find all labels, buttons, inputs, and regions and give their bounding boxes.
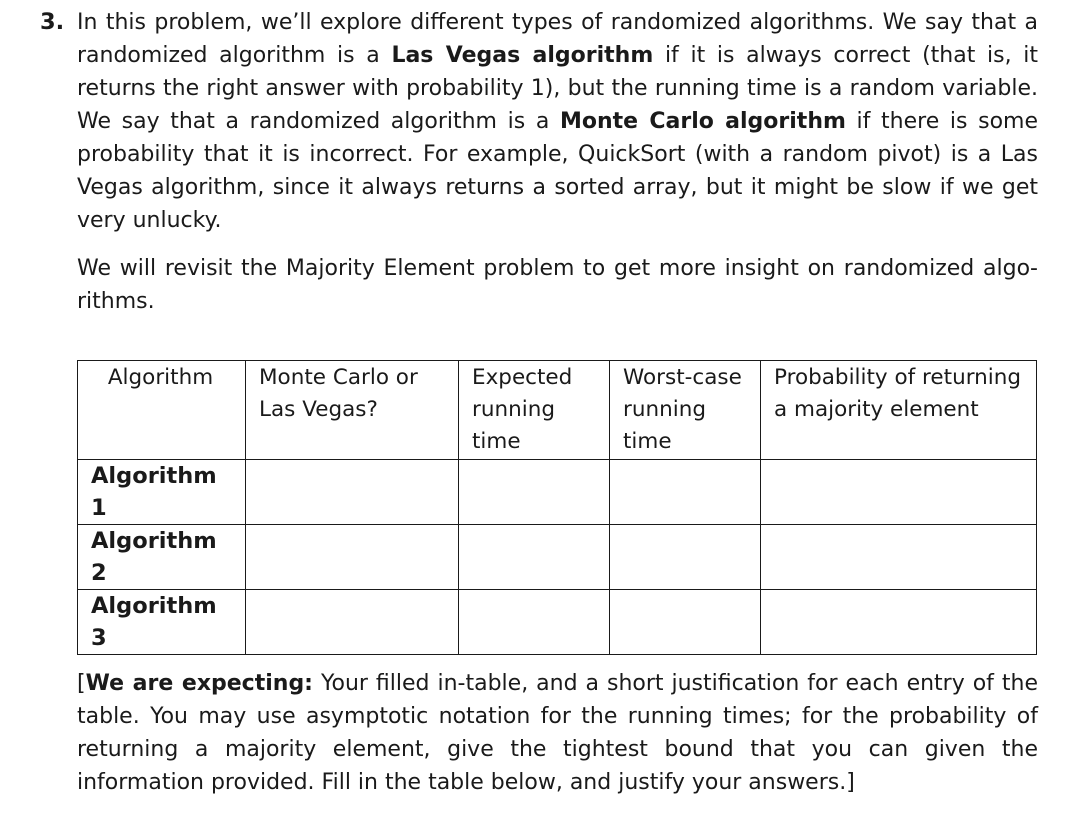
table-row (78, 460, 1037, 525)
table-cell (459, 460, 610, 525)
row-label-algorithm-3: Algorithm 3 (78, 590, 246, 655)
header-monte-carlo-or-las-vegas: Monte Carlo or Las Vegas? (246, 361, 459, 460)
algorithm-table-wrapper (77, 360, 1038, 655)
header-expected-running-time: Expected running time (459, 361, 610, 460)
monte-carlo-term: Monte Carlo algorithm (559, 109, 846, 134)
header-probability: Probability of returning a majority element (761, 361, 1037, 460)
table-row (78, 525, 1037, 590)
row-label-algorithm-1: Algorithm 1 (78, 460, 246, 525)
bracket-close: ] (846, 770, 855, 795)
header-algorithm: Algorithm (78, 361, 246, 460)
table-cell (246, 525, 459, 590)
intro-text-2: if it is always correct (that is, it returns the right answer with probability 1), but the running time is a random variable. We say that a randomized algorithm is a (77, 43, 1039, 134)
bracket-open: [ (77, 671, 86, 696)
majority-paragraph: We will revisit the Majority Element problem to get more insight on randomized algorithms. (77, 256, 1038, 314)
table-cell (761, 590, 1037, 655)
table-header-row (78, 361, 1037, 460)
expecting-text: Your filled in-table, and a short justification for each entry of the table. You may use asymptotic notation for the running times; for the probability of returning a majority element, give the tightest bound that you can given the information provided. Fill in the table below, and justify your answers. (77, 671, 1038, 795)
table-cell (610, 460, 761, 525)
table-cell (246, 460, 459, 525)
las-vegas-term: Las Vegas algorithm (391, 43, 654, 68)
intro-text-3: if there is some probability that it is incorrect. For example, QuickSort (with a random pivot) is a Las Vegas algorithm, since it always returns a sorted array, but it might be slow if we get very unlucky. (77, 109, 1038, 233)
problem-body (77, 6, 1038, 799)
header-worst-case-running-time: Worst-case running time (610, 361, 761, 460)
row-label-algorithm-2: Algorithm 2 (78, 525, 246, 590)
expecting-note (77, 667, 1038, 799)
problem-3 (40, 6, 1038, 821)
table-cell (610, 525, 761, 590)
table-cell (610, 590, 761, 655)
table-row (78, 590, 1037, 655)
table-cell (459, 590, 610, 655)
table-cell (761, 460, 1037, 525)
table-cell (246, 590, 459, 655)
problem-number: 3. (40, 9, 65, 35)
algorithm-table (77, 360, 1037, 655)
intro-paragraph (77, 6, 1038, 237)
expecting-label: We are expecting: (85, 671, 313, 696)
table-cell (761, 525, 1037, 590)
intro-text-1: In this problem, we’ll explore different types of randomized algorithms. We say that a randomized algorithm is a (77, 10, 1038, 68)
table-cell (459, 525, 610, 590)
